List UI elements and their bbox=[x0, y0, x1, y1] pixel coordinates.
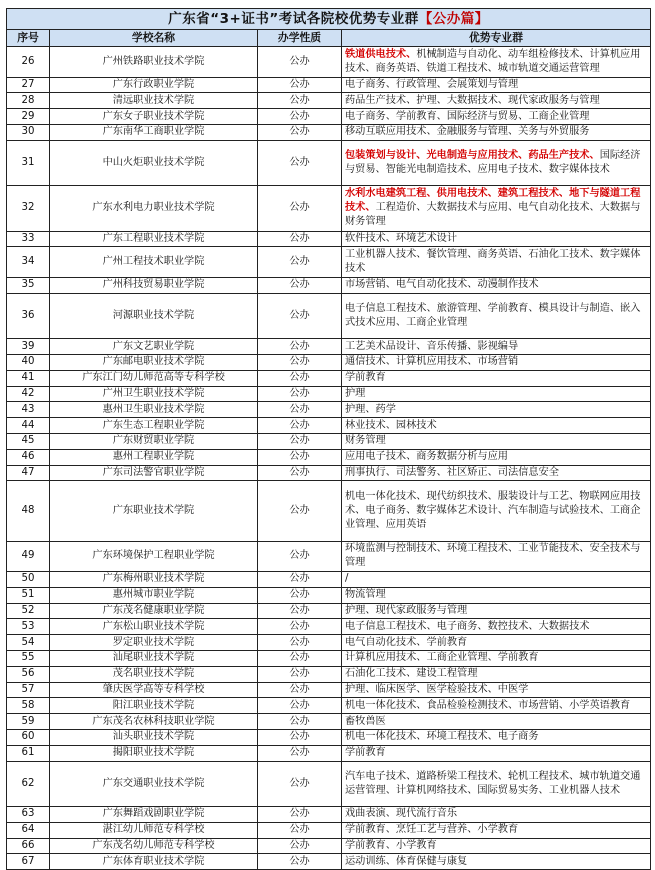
cell-school: 广东茂名农林科技职业学院 bbox=[50, 714, 258, 730]
table-row bbox=[7, 77, 651, 93]
header-row bbox=[7, 30, 651, 47]
table-row bbox=[7, 140, 651, 185]
cell-no: 56 bbox=[7, 666, 50, 682]
cell-majors bbox=[342, 231, 651, 247]
cell-school: 清远职业技术学院 bbox=[50, 93, 258, 109]
sheet bbox=[6, 8, 650, 870]
cell-type: 公办 bbox=[258, 418, 342, 434]
cell-school: 广州卫生职业技术学院 bbox=[50, 386, 258, 402]
cell-majors bbox=[342, 77, 651, 93]
cell-school: 广东松山职业技术学院 bbox=[50, 619, 258, 635]
cell-no: 40 bbox=[7, 354, 50, 370]
cell-type: 公办 bbox=[258, 619, 342, 635]
cell-school: 广东茂名健康职业学院 bbox=[50, 603, 258, 619]
cell-type: 公办 bbox=[258, 339, 342, 355]
cell-majors bbox=[342, 822, 651, 838]
title-main: 广东省“3+证书”考试各院校优势专业群 bbox=[168, 11, 419, 27]
cell-majors bbox=[342, 481, 651, 541]
cell-no: 44 bbox=[7, 418, 50, 434]
table-row bbox=[7, 433, 651, 449]
table-row bbox=[7, 465, 651, 481]
cell-school: 中山火炬职业技术学院 bbox=[50, 140, 258, 185]
cell-no: 50 bbox=[7, 572, 50, 588]
cell-school: 广东女子职业技术学院 bbox=[50, 109, 258, 125]
majors-text: 物流管理 bbox=[345, 589, 386, 601]
cell-school: 肇庆医学高等专科学校 bbox=[50, 682, 258, 698]
cell-no: 63 bbox=[7, 807, 50, 823]
majors-text: 电子信息工程技术、旅游管理、学前教育、模具设计与制造、嵌入式技术应用、工商企业管理 bbox=[345, 302, 641, 328]
cell-majors bbox=[342, 402, 651, 418]
cell-no: 67 bbox=[7, 854, 50, 870]
highlighted-majors: 铁道供电技术、 bbox=[345, 48, 417, 60]
col-header-no: 序号 bbox=[7, 30, 50, 47]
cell-no: 31 bbox=[7, 140, 50, 185]
cell-type: 公办 bbox=[258, 47, 342, 78]
cell-majors bbox=[342, 761, 651, 806]
cell-school: 广东邮电职业技术学院 bbox=[50, 354, 258, 370]
cell-school: 阳江职业技术学院 bbox=[50, 698, 258, 714]
cell-type: 公办 bbox=[258, 140, 342, 185]
cell-type: 公办 bbox=[258, 635, 342, 651]
cell-school: 广州工程技术职业学院 bbox=[50, 247, 258, 278]
majors-text: 电子信息工程技术、电子商务、数控技术、大数据技术 bbox=[345, 620, 590, 632]
table-row bbox=[7, 838, 651, 854]
cell-majors bbox=[342, 247, 651, 278]
cell-no: 47 bbox=[7, 465, 50, 481]
cell-school: 广东环境保护工程职业学院 bbox=[50, 541, 258, 572]
cell-no: 35 bbox=[7, 277, 50, 293]
cell-type: 公办 bbox=[258, 247, 342, 278]
cell-school: 广东生态工程职业学院 bbox=[50, 418, 258, 434]
table-row bbox=[7, 682, 651, 698]
cell-majors bbox=[342, 698, 651, 714]
cell-no: 43 bbox=[7, 402, 50, 418]
table-row bbox=[7, 370, 651, 386]
cell-type: 公办 bbox=[258, 109, 342, 125]
cell-majors bbox=[342, 186, 651, 231]
cell-majors bbox=[342, 124, 651, 140]
majors-text: 工业机器人技术、餐饮管理、商务英语、石油化工技术、数字媒体技术 bbox=[345, 249, 641, 275]
table-row bbox=[7, 186, 651, 231]
majors-text: 机械制造与自动化、动车组检修技术、计算机应用技术、商务英语、铁道工程技术、城市轨道交通运营管理 bbox=[345, 48, 641, 74]
cell-majors bbox=[342, 854, 651, 870]
cell-school: 茂名职业技术学院 bbox=[50, 666, 258, 682]
cell-majors bbox=[342, 807, 651, 823]
majors-text: 护理、临床医学、医学检验技术、中医学 bbox=[345, 684, 529, 696]
cell-type: 公办 bbox=[258, 481, 342, 541]
table-row bbox=[7, 418, 651, 434]
majors-text: 林业技术、园林技术 bbox=[345, 419, 437, 431]
cell-no: 29 bbox=[7, 109, 50, 125]
highlighted-majors: 包装策划与设计、光电制造与应用技术、药品生产技术、 bbox=[345, 149, 600, 161]
cell-type: 公办 bbox=[258, 666, 342, 682]
table-row bbox=[7, 339, 651, 355]
majors-text: 机电一体化技术、环境工程技术、电子商务 bbox=[345, 731, 539, 743]
majors-text: 护理 bbox=[345, 387, 366, 399]
table-row bbox=[7, 481, 651, 541]
cell-type: 公办 bbox=[258, 698, 342, 714]
cell-type: 公办 bbox=[258, 386, 342, 402]
majors-text: 护理、药学 bbox=[345, 403, 396, 415]
majors-text: 计算机应用技术、工商企业管理、学前教育 bbox=[345, 652, 539, 664]
cell-type: 公办 bbox=[258, 541, 342, 572]
cell-type: 公办 bbox=[258, 231, 342, 247]
majors-text: 工程造价、大数据技术与应用、电气自动化技术、大数据与财务管理 bbox=[345, 202, 641, 228]
cell-type: 公办 bbox=[258, 854, 342, 870]
cell-no: 59 bbox=[7, 714, 50, 730]
cell-majors bbox=[342, 339, 651, 355]
col-header-majors: 优势专业群 bbox=[342, 30, 651, 47]
cell-school: 湛江幼儿师范专科学校 bbox=[50, 822, 258, 838]
cell-no: 62 bbox=[7, 761, 50, 806]
cell-school: 广州科技贸易职业学院 bbox=[50, 277, 258, 293]
cell-type: 公办 bbox=[258, 651, 342, 667]
cell-school: 广东职业技术学院 bbox=[50, 481, 258, 541]
cell-type: 公办 bbox=[258, 714, 342, 730]
cell-majors bbox=[342, 651, 651, 667]
cell-school: 广东体育职业技术学院 bbox=[50, 854, 258, 870]
cell-type: 公办 bbox=[258, 433, 342, 449]
table-row bbox=[7, 293, 651, 338]
cell-majors bbox=[342, 449, 651, 465]
majors-text: 运动训练、体育保健与康复 bbox=[345, 855, 468, 867]
cell-type: 公办 bbox=[258, 587, 342, 603]
majors-text: 应用电子技术、商务数据分析与应用 bbox=[345, 451, 508, 463]
table-row bbox=[7, 587, 651, 603]
cell-school: 广东文艺职业学院 bbox=[50, 339, 258, 355]
cell-school: 广东江门幼儿师范高等专科学校 bbox=[50, 370, 258, 386]
cell-no: 28 bbox=[7, 93, 50, 109]
table-row bbox=[7, 231, 651, 247]
majors-text: 电气自动化技术、学前教育 bbox=[345, 636, 468, 648]
cell-no: 64 bbox=[7, 822, 50, 838]
cell-no: 51 bbox=[7, 587, 50, 603]
cell-majors bbox=[342, 140, 651, 185]
cell-no: 45 bbox=[7, 433, 50, 449]
cell-no: 39 bbox=[7, 339, 50, 355]
cell-no: 27 bbox=[7, 77, 50, 93]
highlighted-majors: 水利水电建筑工程、供用电技术、建筑工程技术、地下与隧道工程技术、 bbox=[345, 188, 641, 214]
cell-type: 公办 bbox=[258, 838, 342, 854]
cell-no: 58 bbox=[7, 698, 50, 714]
majors-text: 畜牧兽医 bbox=[345, 715, 386, 727]
cell-majors bbox=[342, 418, 651, 434]
cell-no: 66 bbox=[7, 838, 50, 854]
table-row bbox=[7, 541, 651, 572]
cell-no: 41 bbox=[7, 370, 50, 386]
cell-type: 公办 bbox=[258, 449, 342, 465]
cell-majors bbox=[342, 47, 651, 78]
table-row bbox=[7, 651, 651, 667]
majors-text: 市场营销、电气自动化技术、动漫制作技术 bbox=[345, 279, 539, 291]
cell-majors bbox=[342, 572, 651, 588]
cell-school: 广东工程职业技术学院 bbox=[50, 231, 258, 247]
cell-school: 广东司法警官职业学院 bbox=[50, 465, 258, 481]
cell-no: 52 bbox=[7, 603, 50, 619]
cell-majors bbox=[342, 666, 651, 682]
majors-text: 软件技术、环境艺术设计 bbox=[345, 232, 458, 244]
cell-no: 54 bbox=[7, 635, 50, 651]
cell-no: 57 bbox=[7, 682, 50, 698]
majors-text: / bbox=[345, 573, 349, 585]
cell-school: 惠州工程职业学院 bbox=[50, 449, 258, 465]
table-row bbox=[7, 109, 651, 125]
cell-majors bbox=[342, 386, 651, 402]
cell-school: 广东茂名幼儿师范专科学校 bbox=[50, 838, 258, 854]
cell-majors bbox=[342, 433, 651, 449]
cell-school: 广东行政职业学院 bbox=[50, 77, 258, 93]
cell-no: 60 bbox=[7, 730, 50, 746]
cell-majors bbox=[342, 293, 651, 338]
cell-school: 广东财贸职业学院 bbox=[50, 433, 258, 449]
cell-majors bbox=[342, 541, 651, 572]
table-row bbox=[7, 277, 651, 293]
cell-no: 33 bbox=[7, 231, 50, 247]
cell-majors bbox=[342, 635, 651, 651]
cell-majors bbox=[342, 93, 651, 109]
cell-school: 广东舞蹈戏剧职业学院 bbox=[50, 807, 258, 823]
cell-majors bbox=[342, 682, 651, 698]
table-row bbox=[7, 247, 651, 278]
majors-text: 石油化工技术、建设工程管理 bbox=[345, 668, 478, 680]
table-row bbox=[7, 745, 651, 761]
cell-type: 公办 bbox=[258, 354, 342, 370]
majors-text: 护理、现代家政服务与管理 bbox=[345, 605, 468, 617]
cell-school: 广东交通职业技术学院 bbox=[50, 761, 258, 806]
cell-majors bbox=[342, 619, 651, 635]
cell-no: 49 bbox=[7, 541, 50, 572]
table-row bbox=[7, 807, 651, 823]
cell-no: 48 bbox=[7, 481, 50, 541]
cell-majors bbox=[342, 109, 651, 125]
cell-majors bbox=[342, 465, 651, 481]
cell-majors bbox=[342, 370, 651, 386]
majors-text: 财务管理 bbox=[345, 435, 386, 447]
majors-text: 学前教育、烹饪工艺与营养、小学教育 bbox=[345, 824, 519, 836]
cell-type: 公办 bbox=[258, 124, 342, 140]
cell-type: 公办 bbox=[258, 745, 342, 761]
majors-text: 国际经济与贸易、智能光电制造技术、应用电子技术、数字媒体技术 bbox=[345, 149, 641, 175]
majors-text: 机电一体化技术、现代纺织技术、服装设计与工艺、物联网应用技术、电子商务、数字媒体艺术设计、汽车制造与试验技术、工商企业管理、应用英语 bbox=[345, 490, 641, 530]
cell-no: 46 bbox=[7, 449, 50, 465]
table-body bbox=[7, 47, 651, 870]
cell-school: 广东南华工商职业学院 bbox=[50, 124, 258, 140]
majors-text: 机电一体化技术、食品检验检测技术、市场营销、小学英语教育 bbox=[345, 699, 631, 711]
col-header-type: 办学性质 bbox=[258, 30, 342, 47]
cell-type: 公办 bbox=[258, 603, 342, 619]
cell-school: 汕头职业技术学院 bbox=[50, 730, 258, 746]
cell-school: 罗定职业技术学院 bbox=[50, 635, 258, 651]
table-row bbox=[7, 354, 651, 370]
cell-type: 公办 bbox=[258, 807, 342, 823]
cell-school: 广州铁路职业技术学院 bbox=[50, 47, 258, 78]
cell-no: 32 bbox=[7, 186, 50, 231]
cell-school: 广东梅州职业技术学院 bbox=[50, 572, 258, 588]
majors-text: 学前教育、小学教育 bbox=[345, 840, 437, 852]
cell-majors bbox=[342, 354, 651, 370]
cell-no: 36 bbox=[7, 293, 50, 338]
cell-majors bbox=[342, 714, 651, 730]
majors-text: 电子商务、行政管理、会展策划与管理 bbox=[345, 78, 519, 90]
table-row bbox=[7, 603, 651, 619]
title-sub: 【公办篇】 bbox=[418, 11, 489, 27]
cell-type: 公办 bbox=[258, 402, 342, 418]
col-header-school: 学校名称 bbox=[50, 30, 258, 47]
cell-majors bbox=[342, 603, 651, 619]
table-row bbox=[7, 124, 651, 140]
majors-text: 学前教育 bbox=[345, 372, 386, 384]
cell-type: 公办 bbox=[258, 186, 342, 231]
table-row bbox=[7, 635, 651, 651]
table-row bbox=[7, 730, 651, 746]
cell-majors bbox=[342, 745, 651, 761]
majors-text: 汽车电子技术、道路桥梁工程技术、轮机工程技术、城市轨道交通运营管理、计算机网络技术、国际贸易实务、工业机器人技术 bbox=[345, 770, 641, 796]
cell-type: 公办 bbox=[258, 77, 342, 93]
cell-school: 河源职业技术学院 bbox=[50, 293, 258, 338]
cell-majors bbox=[342, 587, 651, 603]
cell-type: 公办 bbox=[258, 572, 342, 588]
majors-text: 电子商务、学前教育、国际经济与贸易、工商企业管理 bbox=[345, 110, 590, 122]
majors-text: 刑事执行、司法警务、社区矫正、司法信息安全 bbox=[345, 466, 559, 478]
cell-no: 42 bbox=[7, 386, 50, 402]
cell-school: 惠州卫生职业技术学院 bbox=[50, 402, 258, 418]
table-row bbox=[7, 386, 651, 402]
table-row bbox=[7, 666, 651, 682]
table-row bbox=[7, 93, 651, 109]
cell-majors bbox=[342, 838, 651, 854]
table-title bbox=[7, 9, 651, 30]
cell-type: 公办 bbox=[258, 277, 342, 293]
cell-type: 公办 bbox=[258, 93, 342, 109]
majors-text: 工艺美术品设计、音乐传播、影视编导 bbox=[345, 340, 519, 352]
cell-type: 公办 bbox=[258, 370, 342, 386]
cell-school: 广东水利电力职业技术学院 bbox=[50, 186, 258, 231]
cell-type: 公办 bbox=[258, 465, 342, 481]
table-row bbox=[7, 449, 651, 465]
table-row bbox=[7, 698, 651, 714]
cell-type: 公办 bbox=[258, 822, 342, 838]
majors-table bbox=[6, 8, 651, 870]
cell-majors bbox=[342, 730, 651, 746]
cell-type: 公办 bbox=[258, 293, 342, 338]
table-row bbox=[7, 572, 651, 588]
cell-type: 公办 bbox=[258, 682, 342, 698]
table-row bbox=[7, 619, 651, 635]
majors-text: 学前教育 bbox=[345, 747, 386, 759]
table-row bbox=[7, 761, 651, 806]
majors-text: 通信技术、计算机应用技术、市场营销 bbox=[345, 356, 519, 368]
cell-no: 30 bbox=[7, 124, 50, 140]
title-row bbox=[7, 9, 651, 30]
cell-no: 34 bbox=[7, 247, 50, 278]
majors-text: 药品生产技术、护理、大数据技术、现代家政服务与管理 bbox=[345, 94, 600, 106]
table-row bbox=[7, 47, 651, 78]
majors-text: 移动互联应用技术、金融服务与管理、关务与外贸服务 bbox=[345, 126, 590, 138]
majors-text: 戏曲表演、现代流行音乐 bbox=[345, 808, 458, 820]
cell-majors bbox=[342, 277, 651, 293]
cell-school: 揭阳职业技术学院 bbox=[50, 745, 258, 761]
cell-no: 53 bbox=[7, 619, 50, 635]
majors-text: 环境监测与控制技术、环境工程技术、工业节能技术、安全技术与管理 bbox=[345, 543, 641, 569]
table-row bbox=[7, 402, 651, 418]
cell-type: 公办 bbox=[258, 761, 342, 806]
cell-no: 26 bbox=[7, 47, 50, 78]
cell-no: 55 bbox=[7, 651, 50, 667]
cell-type: 公办 bbox=[258, 730, 342, 746]
table-row bbox=[7, 854, 651, 870]
table-row bbox=[7, 714, 651, 730]
cell-no: 61 bbox=[7, 745, 50, 761]
cell-school: 惠州城市职业学院 bbox=[50, 587, 258, 603]
table-row bbox=[7, 822, 651, 838]
cell-school: 汕尾职业技术学院 bbox=[50, 651, 258, 667]
